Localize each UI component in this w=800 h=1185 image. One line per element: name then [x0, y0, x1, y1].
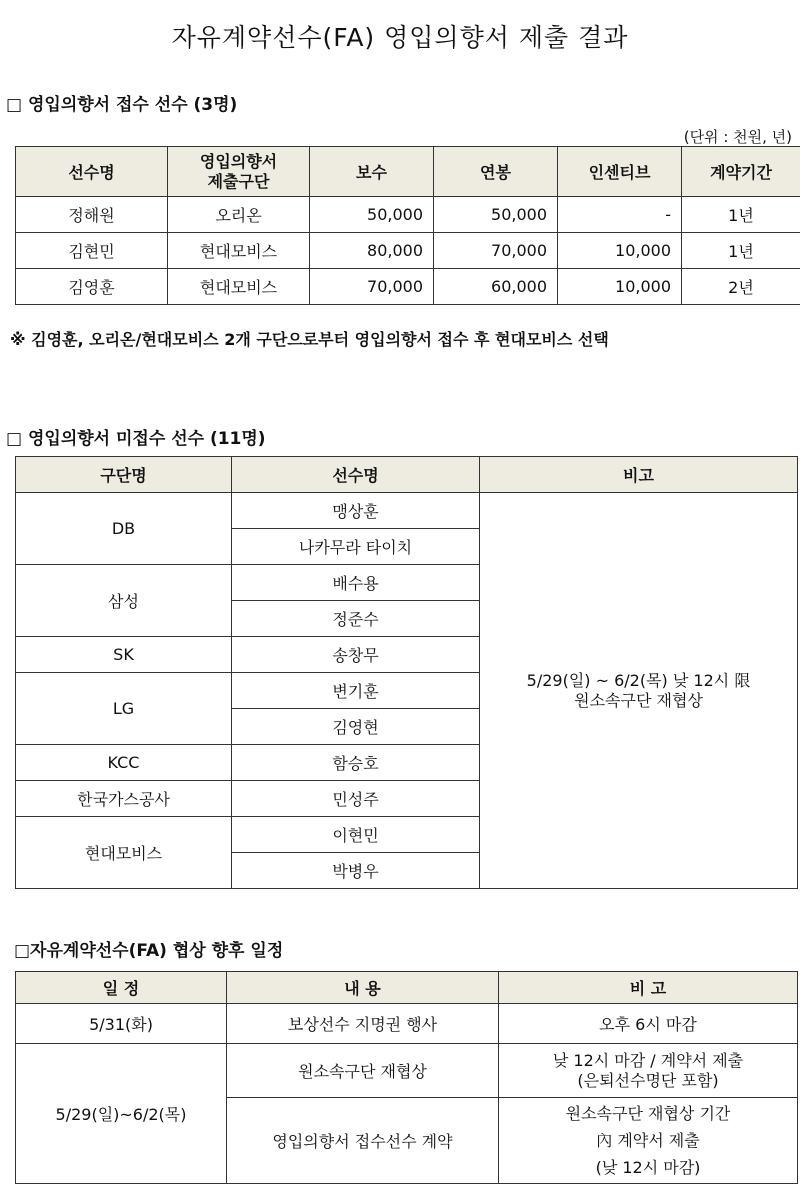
section-heading-received: □ 영입의향서 접수 선수 (3명)	[6, 95, 238, 115]
col-header-remark: 비고	[480, 457, 798, 493]
received-players-table	[15, 146, 800, 305]
cell-pay: 50,000	[310, 197, 434, 233]
note-line-3: (낮 12시 마감)	[595, 1158, 701, 1178]
note-line-2: (은퇴선수명단 포함)	[577, 1070, 719, 1090]
cell-remark	[480, 493, 798, 889]
col-header-date: 일 정	[16, 972, 227, 1004]
note-line-2: 內 계약서 제출	[596, 1130, 700, 1150]
col-header-incentive: 인센티브	[558, 147, 682, 197]
remark-line-1: 5/29(일) ~ 6/2(목) 낮 12시 限	[526, 670, 751, 690]
cell-incentive: 10,000	[558, 233, 682, 269]
cell-team: 현대모비스	[168, 233, 310, 269]
table-header-row	[16, 457, 798, 493]
cell-player: 이현민	[232, 817, 480, 853]
section-heading-schedule: □자유계약선수(FA) 협상 향후 일정	[14, 941, 284, 961]
cell-team: KCC	[16, 745, 232, 781]
cell-team: 현대모비스	[168, 269, 310, 305]
cell-team: 오리온	[168, 197, 310, 233]
footnote: ※ 김영훈, 오리온/현대모비스 2개 구단으로부터 영입의향서 접수 후 현대모비스 선택	[10, 330, 609, 349]
cell-player: 송창무	[232, 637, 480, 673]
cell-date: 5/31(화)	[16, 1004, 227, 1044]
cell-player: 김영훈	[16, 269, 168, 305]
cell-content: 영입의향서 접수선수 계약	[227, 1098, 499, 1184]
table-row	[16, 1004, 798, 1044]
cell-player: 민성주	[232, 781, 480, 817]
cell-term: 1년	[682, 197, 800, 233]
table-header-row	[16, 972, 798, 1004]
cell-term: 2년	[682, 269, 800, 305]
cell-team: 현대모비스	[16, 817, 232, 889]
col-header-team	[168, 147, 310, 197]
cell-term: 1년	[682, 233, 800, 269]
col-header-team-text: 영입의향서 제출구단	[199, 151, 278, 191]
remark-line-2: 원소속구단 재협상	[574, 690, 703, 710]
schedule-table	[15, 971, 798, 1184]
section-heading-not-received: □ 영입의향서 미접수 선수 (11명)	[6, 429, 266, 449]
cell-content: 원소속구단 재협상	[227, 1044, 499, 1098]
cell-player: 변기훈	[232, 673, 480, 709]
cell-note	[499, 1044, 798, 1098]
note-line-1: 낮 12시 마감 / 계약서 제출	[552, 1050, 744, 1070]
cell-salary: 50,000	[434, 197, 558, 233]
col-header-salary: 연봉	[434, 147, 558, 197]
cell-team: 한국가스공사	[16, 781, 232, 817]
cell-team: LG	[16, 673, 232, 745]
col-header-team: 구단명	[16, 457, 232, 493]
cell-incentive: 10,000	[558, 269, 682, 305]
col-header-player: 선수명	[16, 147, 168, 197]
cell-salary: 60,000	[434, 269, 558, 305]
not-received-players-table	[15, 456, 798, 889]
cell-team: DB	[16, 493, 232, 565]
col-header-player: 선수명	[232, 457, 480, 493]
cell-date: 5/29(일)~6/2(목)	[16, 1044, 227, 1184]
table-row	[16, 233, 800, 269]
cell-incentive: -	[558, 197, 682, 233]
cell-note	[499, 1098, 798, 1184]
cell-pay: 70,000	[310, 269, 434, 305]
cell-player: 박병우	[232, 853, 480, 889]
col-header-pay: 보수	[310, 147, 434, 197]
note-line-1: 원소속구단 재협상 기간	[565, 1103, 731, 1123]
cell-content: 보상선수 지명권 행사	[227, 1004, 499, 1044]
cell-player: 나카무라 타이치	[232, 529, 480, 565]
table-row	[16, 1044, 798, 1098]
col-header-term: 계약기간	[682, 147, 800, 197]
col-header-content: 내 용	[227, 972, 499, 1004]
cell-player: 함승호	[232, 745, 480, 781]
page-title: 자유계약선수(FA) 영입의향서 제출 결과	[171, 23, 629, 52]
cell-player: 맹상훈	[232, 493, 480, 529]
cell-team: 삼성	[16, 565, 232, 637]
table-header-row	[16, 147, 800, 197]
cell-player: 배수용	[232, 565, 480, 601]
cell-player: 정해원	[16, 197, 168, 233]
table-row	[16, 197, 800, 233]
cell-salary: 70,000	[434, 233, 558, 269]
cell-player: 김현민	[16, 233, 168, 269]
col-header-note: 비 고	[499, 972, 798, 1004]
cell-player: 김영현	[232, 709, 480, 745]
cell-pay: 80,000	[310, 233, 434, 269]
cell-team: SK	[16, 637, 232, 673]
table-row	[16, 269, 800, 305]
cell-player: 정준수	[232, 601, 480, 637]
cell-note: 오후 6시 마감	[499, 1004, 798, 1044]
table-row	[16, 493, 798, 529]
unit-note: (단위 : 천원, 년)	[683, 128, 792, 146]
